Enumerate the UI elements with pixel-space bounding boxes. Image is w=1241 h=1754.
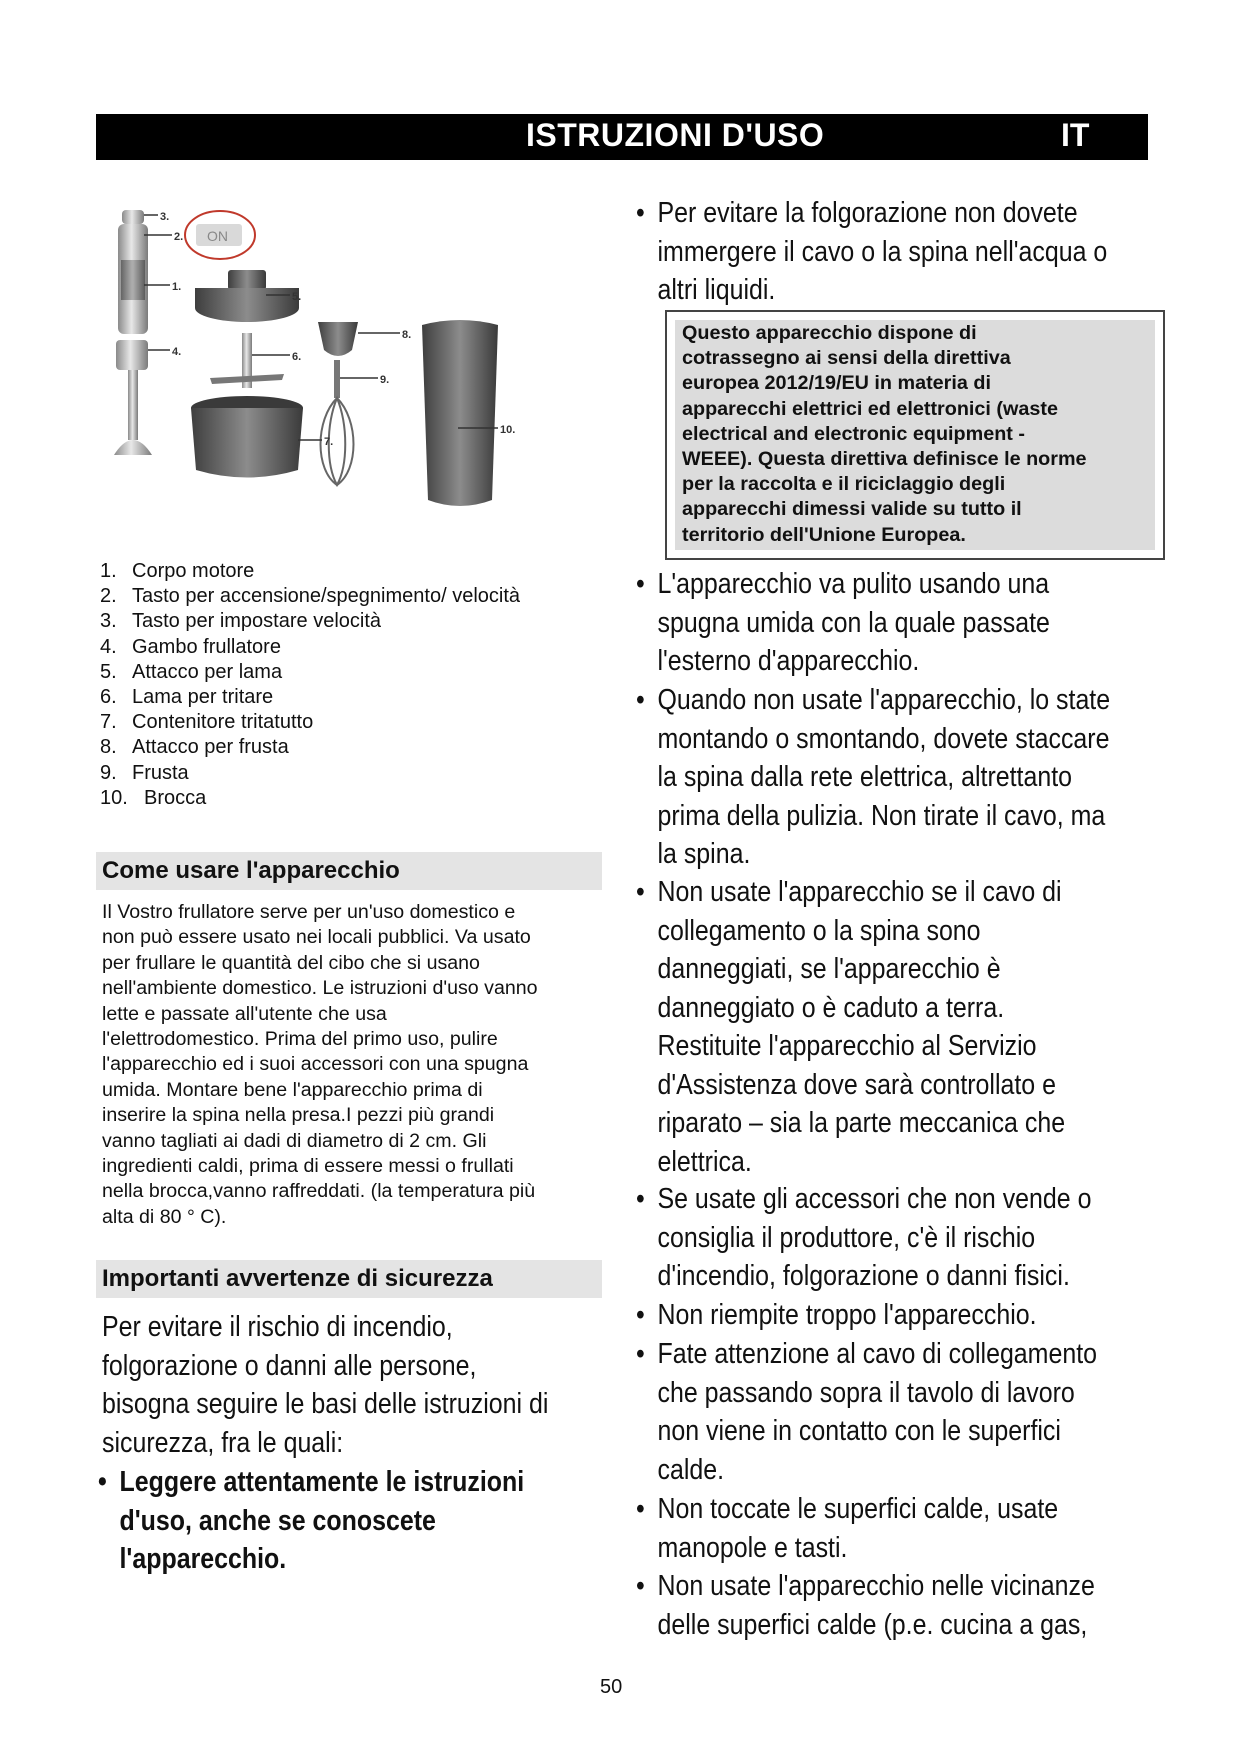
callout-3: 3. <box>160 211 170 223</box>
callout-6: 6. <box>292 351 302 363</box>
list-item: 6. Lama per tritare <box>100 686 274 709</box>
svg-text:ON: ON <box>207 228 228 244</box>
callout-10: 10. <box>500 424 516 436</box>
bullet-item: • Se usate gli accessori che non vende o consiglia il produttore, c'è il rischio d'incendio, folgorazione o danni fisici. <box>636 1183 1092 1292</box>
bullet-item: • Non usate l'apparecchio se il cavo di collegamento o la spina sono danneggiati, se l'apparecchio è danneggiato o è caduto a terra. Restituite l'apparecchio al Servizio d'Assistenza dove sarà controllato e riparato – sia la parte meccanica che elettrica. <box>636 876 1066 1178</box>
list-item: 4. Gambo frullatore <box>100 635 281 658</box>
list-item: 2. Tasto per accensione/spegnimento/ velocità <box>100 585 521 608</box>
language-code: IT <box>1061 117 1090 153</box>
safety-heading: Importanti avvertenze di sicurezza <box>96 1260 602 1298</box>
bullet-item: • L'apparecchio va pulito usando una spugna umida con la quale passate l'esterno d'apparecchio. <box>636 568 1050 677</box>
list-item: 8. Attacco per frusta <box>100 736 289 759</box>
page-number: 50 <box>600 1676 623 1698</box>
whisk-attachment <box>318 322 358 485</box>
list-item: 7. Contenitore tritatutto <box>100 711 314 734</box>
callout-7: 7. <box>324 436 334 448</box>
product-illustration <box>100 200 620 560</box>
list-item: 9. Frusta <box>100 761 189 784</box>
callout-9: 9. <box>380 374 390 386</box>
usage-heading: Come usare l'apparecchio <box>96 852 602 890</box>
motor-body <box>118 210 148 334</box>
list-item: 5. Attacco per lama <box>100 660 283 683</box>
bold-safety-bullet: Leggere attentamente le istruzioni d'uso, anche se conoscete l'apparecchio. <box>119 1466 525 1575</box>
jug <box>422 320 498 506</box>
callout-2: 2. <box>174 231 184 243</box>
blade-attachment <box>195 270 302 322</box>
bullet-item: • Non toccate le superfici calde, usate manopole e tasti. <box>636 1493 1059 1564</box>
list-item: 3. Tasto per impostare velocità <box>100 610 382 633</box>
weee-notice-text: Questo apparecchio dispone di cotrassegno ai sensi della direttiva europea 2012/19/EU in materia di apparecchi elettrici ed elettronici (waste electrical and electronic equipment - WEEE). Questa direttiva definisce le norme per la raccolta e il riciclaggio degli apparecchi dimessi valide su tutto il territorio dell'Unione Europea. <box>682 322 1087 546</box>
chopper-container <box>191 396 303 478</box>
page-title: ISTRUZIONI D'USO <box>526 117 825 153</box>
list-item: 10. Brocca <box>100 786 207 809</box>
bullet-item: • Non usate l'apparecchio nelle vicinanze delle superfici calde (p.e. cucina a gas, <box>636 1570 1095 1641</box>
parts-list <box>100 559 620 811</box>
callout-5: 5. <box>292 291 302 303</box>
bullet-item: • Fate attenzione al cavo di collegamento che passando sopra il tavolo di lavoro non viene in contatto con le superfici calde. <box>636 1338 1098 1486</box>
bullet-item: • Leggere attentamente le istruzioni d'uso, anche se conoscete l'apparecchio. <box>98 1463 597 1583</box>
on-button-detail <box>185 211 255 259</box>
blender-shaft <box>114 340 152 455</box>
callout-8: 8. <box>402 329 412 341</box>
callout-1: 1. <box>172 281 182 293</box>
list-item: 1. Corpo motore <box>100 560 255 582</box>
bullet-item: • Quando non usate l'apparecchio, lo state montando o smontando, dovete staccare la spina dalla rete elettrica, altrettanto prima della pulizia. Non tirate il cavo, ma la spina. <box>636 684 1111 870</box>
bullet-item: • Non riempite troppo l'apparecchio. <box>636 1299 1037 1331</box>
safety-intro: Per evitare il rischio di incendio, folgorazione o danni alle persone, bisogna seguire le basi delle istruzioni di sicurezza, fra le quali: <box>102 1311 549 1459</box>
chopping-blade <box>210 333 284 388</box>
callout-4: 4. <box>172 346 182 358</box>
bullet-item: • Per evitare la folgorazione non dovete immergere il cavo o la spina nell'acqua o altri liquidi. <box>636 197 1108 306</box>
usage-text: Il Vostro frullatore serve per un'uso domestico e non può essere usato nei locali pubblici. Va usato per frullare le quantità del cibo che si usano nell'ambiente domestico. Le istruzioni d'uso vanno lette e passate all'utente che usa l'elettrodomestico. Prima del primo uso, pulire l'apparecchio ed i suoi accessori con una spugna umida. Montare bene l'apparecchio prima di inserire la spina nella presa.I pezzi più grandi vanno tagliati ai dadi di diametro di 2 cm. Gli ingredienti caldi, prima di essere messi o frullati nella brocca,vanno raffreddati. (la temperatura più alta di 80 ° C). <box>102 901 538 1228</box>
header-bar <box>96 114 1148 160</box>
